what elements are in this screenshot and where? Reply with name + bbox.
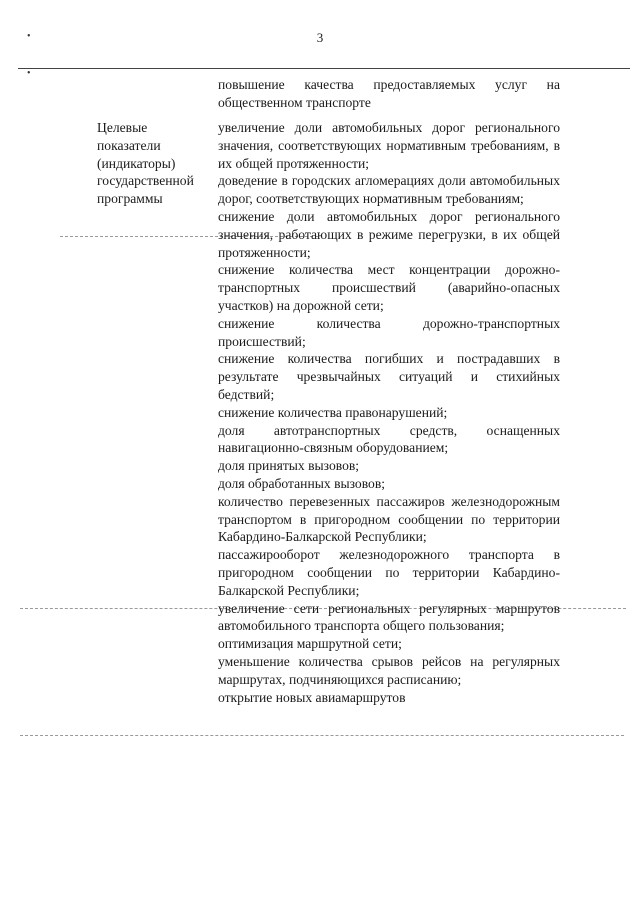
- row-label-line: государственной: [97, 173, 194, 189]
- intro-cell: [218, 76, 560, 112]
- target-indicators-list: [218, 119, 560, 706]
- indicator-item: доведение в городских агломерациях доли автомобильных дорог, соответствующих нормативным требованиям;: [218, 173, 560, 207]
- indicator-item: открытие новых авиамаршрутов: [218, 689, 406, 705]
- indicator-item: увеличение сети региональных регулярных маршрутов автомобильного транспорта общего пользования;: [218, 600, 560, 634]
- indicator-item: снижение количества правонарушений;: [218, 404, 448, 420]
- row-label: [97, 119, 209, 208]
- row-label-line: Целевые: [97, 120, 148, 135]
- indicator-item: снижение количества мест концентрации дорожно-транспортных происшествий (аварийно-опасных участков) на дорожной сети;: [218, 262, 560, 313]
- scan-mark-top: •: [27, 31, 31, 42]
- indicator-item: увеличение доли автомобильных дорог регионального значения, соответствующих нормативным требованиям, в их общей протяженности;: [218, 120, 560, 171]
- row-label-line: показатели: [97, 137, 161, 153]
- indicator-item: количество перевезенных пассажиров железнодорожным транспортом в пригородном сообщении по территории Кабардино-Балкарской Республики;: [218, 493, 560, 545]
- indicator-item: снижение количества погибших и пострадавших в результате чрезвычайных ситуаций и стихийных бедствий;: [218, 351, 560, 402]
- indicator-item: доля принятых вызовов;: [218, 458, 360, 474]
- table-top-rule: [18, 68, 630, 69]
- intro-item: повышение качества предоставляемых услуг на общественном транспорте: [218, 77, 560, 110]
- indicator-item: доля обработанных вызовов;: [218, 475, 386, 491]
- page-number: 3: [316, 30, 324, 45]
- row-label-line: (индикаторы): [97, 155, 176, 171]
- row-label-line: программы: [97, 191, 163, 207]
- indicator-item: снижение количества дорожно-транспортных происшествий;: [218, 315, 560, 349]
- indicator-item: пассажирооборот железнодорожного транспорта в пригородном сообщении по территории Кабардино-Балкарской Республики;: [218, 547, 560, 598]
- scan-mark-rule: •: [27, 68, 31, 79]
- indicator-item: оптимизация маршрутной сети;: [218, 636, 402, 652]
- indicator-item: доля автотранспортных средств, оснащенных навигационно-связным оборудованием;: [218, 422, 560, 456]
- indicator-item: уменьшение количества срывов рейсов на регулярных маршрутах, подчиняющихся расписанию;: [218, 653, 560, 687]
- indicator-item: снижение доли автомобильных дорог регионального значения, работающих в режиме перегрузки, в их общей протяженности;: [218, 208, 560, 260]
- scan-artifact-line: [20, 735, 624, 736]
